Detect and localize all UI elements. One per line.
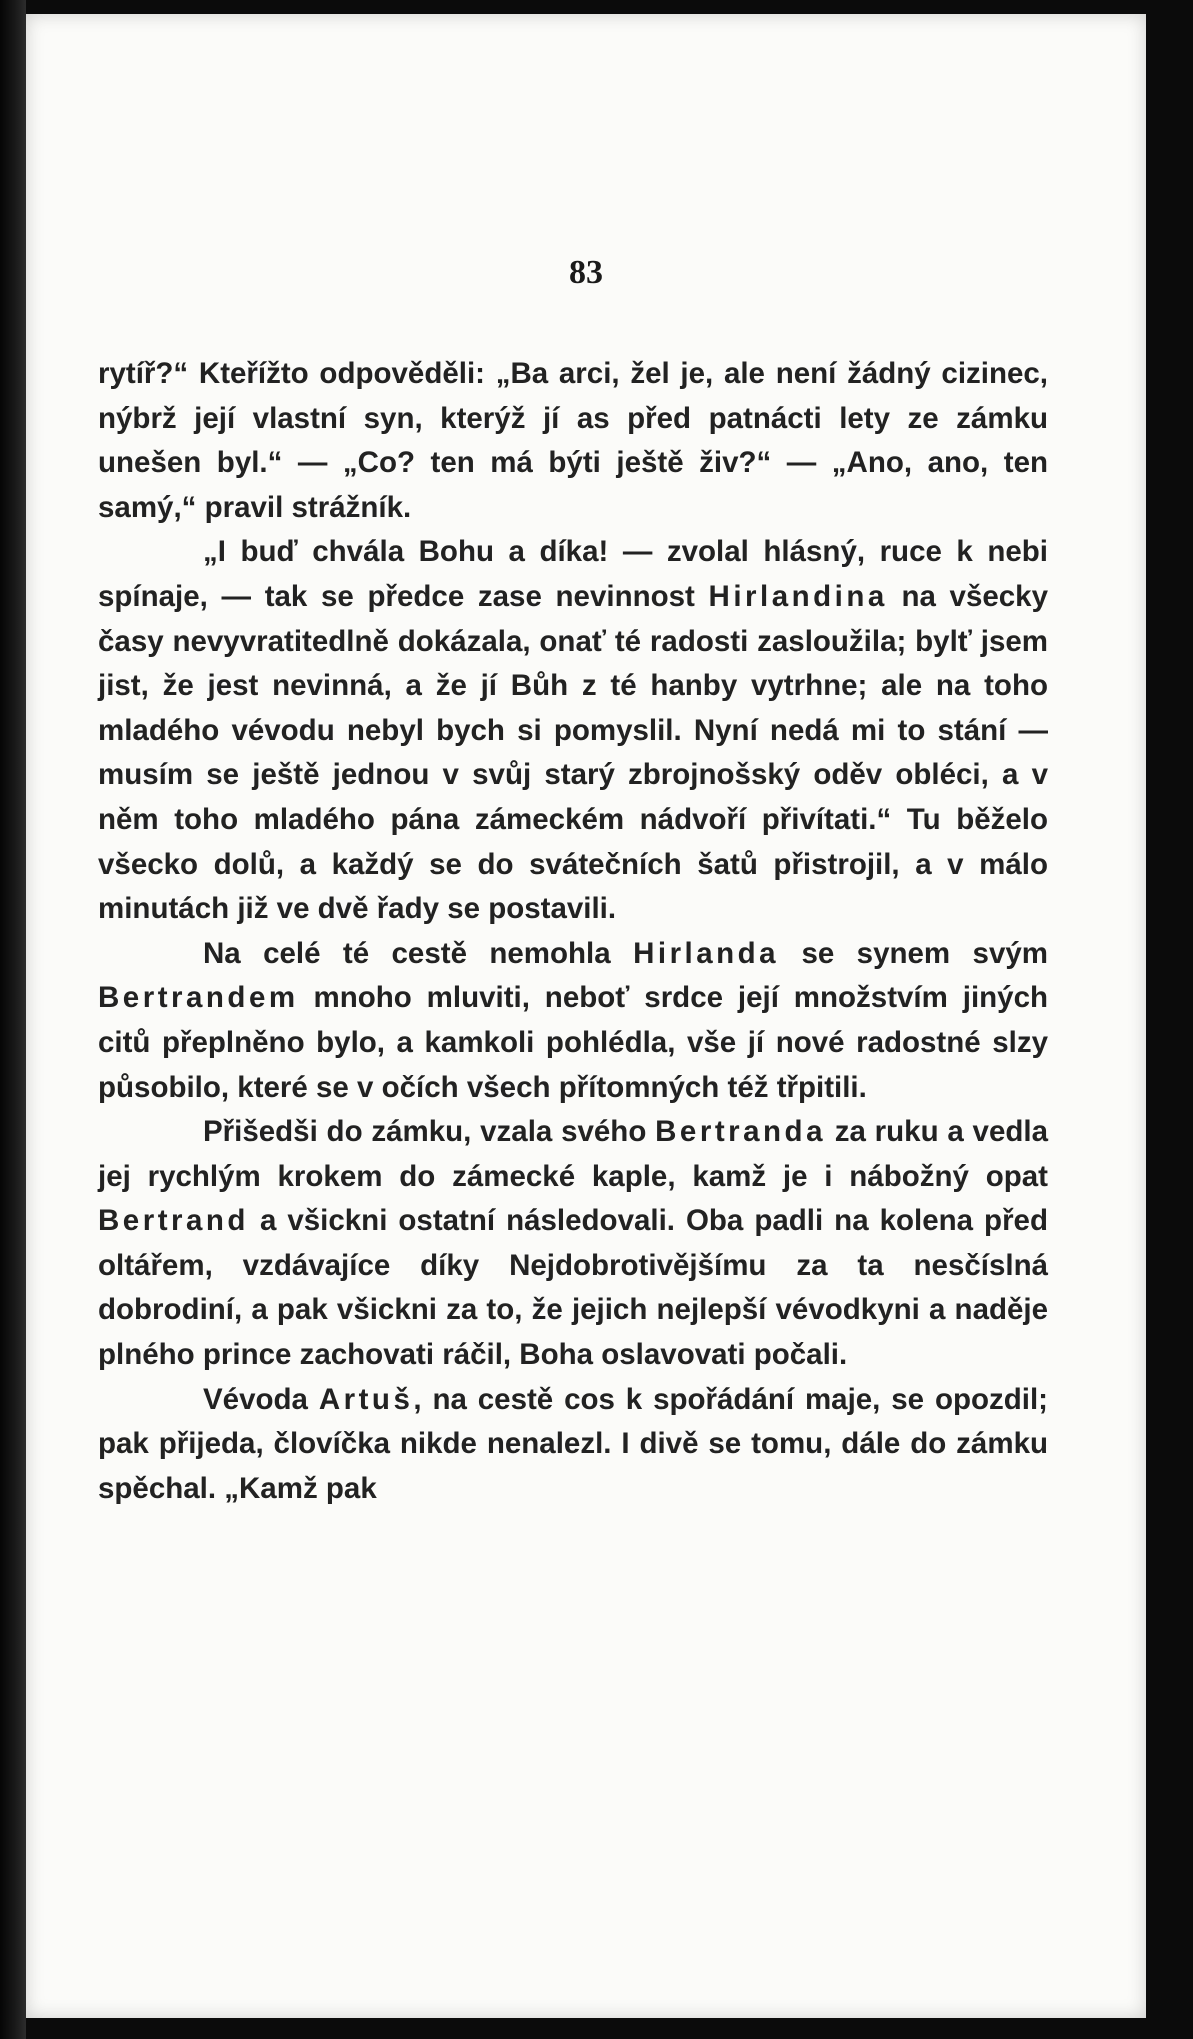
text-run: Vévoda: [203, 1382, 319, 1416]
proper-name-spaced: Artuš: [318, 1382, 414, 1416]
paragraph: [98, 1110, 1048, 1378]
page-number: 83: [569, 254, 603, 291]
book-page: [26, 14, 1146, 2018]
paragraph: [98, 932, 1048, 1110]
text-run: za ruku a vedla jej rychlým krokem do zámecké kaple, kamž je i nábožný opat: [98, 1115, 1048, 1193]
proper-name-spaced: Bertrand: [98, 1204, 249, 1238]
text-run: Přišedši do zámku, vzala svého: [203, 1115, 656, 1149]
text-run: Na celé té cestě nemohla: [203, 936, 634, 970]
proper-name-spaced: Hirlandina: [708, 579, 888, 613]
book-spine-shadow: [0, 0, 26, 2039]
paragraph: [98, 352, 1048, 530]
text-run: na všecky časy nevyvratitedlně dokázala, onať té radosti zasloužila; bylť jsem jist, že jest nevinná, a že jí Bůh z té hanby vytrhne; ale na toho mladého vévodu nebyl bych si pomyslil. Nyní nedá mi to stání — musím se ještě jednou v svůj starý zbrojnošský oděv obléci, a v něm toho mladého pána zámeckém nádvoří přivítati.“ Tu běželo všecko dolů, a každý se do svátečních šatů přistrojil, a v málo minutách již ve dvě řady se postavili.: [98, 579, 1048, 926]
proper-name-spaced: Hirlanda: [633, 936, 780, 970]
text-run: a všickni ostatní následovali. Oba padli na kolena před oltářem, vzdávajíce díky Nejdobrotivějšímu za ta nesčíslná dobrodiní, a pak všickni za to, že jejich nejlepší vévodkyni a naděje plného prince zachovati ráčil, Boha oslavovati počali.: [98, 1204, 1048, 1372]
paragraph: [98, 1378, 1048, 1512]
text-run: rytíř?“ Kteřížto odpověděli: „Ba arci, žel je, ale není žádný cizinec, nýbrž její vlastní syn, kterýž jí as před patnácti lety ze zámku unešen byl.“ — „Co? ten má býti ještě živ?“ — „Ano, ano, ten samý,“ pravil strážník.: [98, 357, 1048, 524]
proper-name-spaced: Bertranda: [655, 1115, 826, 1149]
text-run: , na cestě cos k spořádání maje, se opozdil; pak přijeda, človíčka nikde nenalezl. I divě se tomu, dále do zámku spěchal. „Kamž pak: [98, 1382, 1048, 1505]
text-run: „I buď chvála Bohu a díka! — zvolal hlásný, ruce k nebi spínaje, — tak se předce zase nevinnost: [98, 535, 1048, 613]
proper-name-spaced: Bertrandem: [98, 981, 299, 1015]
text-run: se synem svým: [779, 936, 1048, 970]
paragraph: [98, 530, 1048, 931]
text-run: mnoho mluviti, neboť srdce její množstvím jiných citů přeplněno bylo, a kamkoli pohlédla, vše jí nové radostné slzy působilo, které se v očích všech přítomných též třpitili.: [98, 981, 1048, 1104]
body-text: [98, 352, 1048, 1511]
